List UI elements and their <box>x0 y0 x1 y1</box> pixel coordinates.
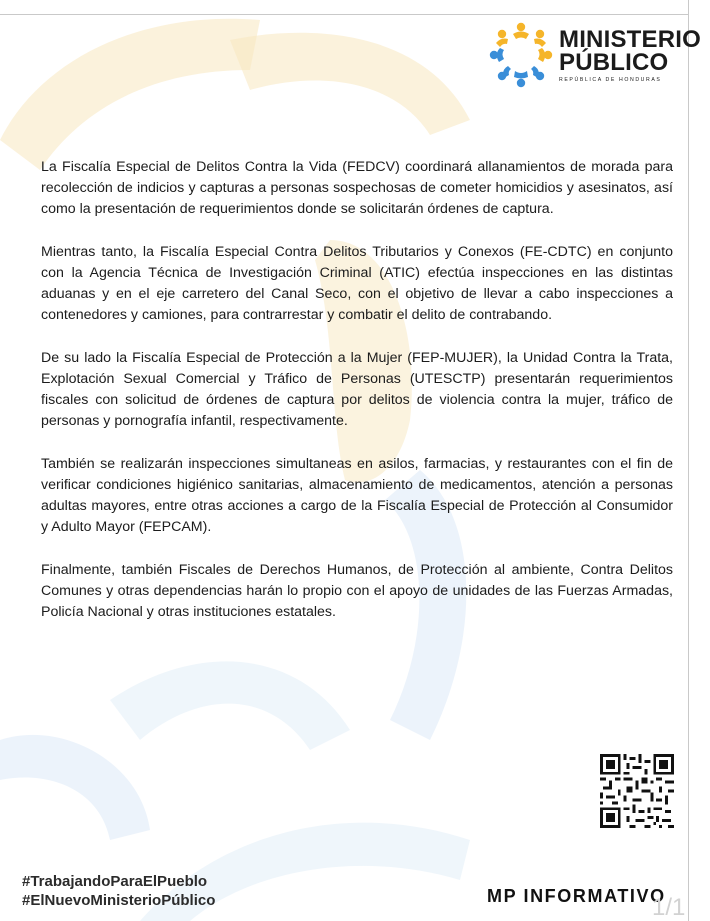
paragraph-fe-cdtc: Mientras tanto, la Fiscalía Especial Contra Delitos Tributarios y Conexos (FE-CDTC) en conjunto con la Agencia Técnica de Investigación Criminal (ATIC) efectúa inspecciones en las distintas aduanas y en el eje carretero del Canal Seco, con el objetivo de llevar a cabo inspecciones a contenedores y camiones, para contrarrestar y combatir el delito de contrabando. <box>41 244 673 323</box>
page-frame-top-line <box>0 14 688 15</box>
paragraph-fepcam: También se realizarán inspecciones simultaneas en asilos, farmacias, y restaurantes con el fin de verificar condiciones higiénico sanitarias, almacenamiento de medicamentos, atención a personas adultas mayores, entre otras acciones a cargo de la Fiscalía Especial de Protección al Consumidor y Adulto Mayor (FEPCAM). <box>41 456 673 535</box>
ministerio-publico-logo <box>488 18 702 88</box>
hashtag-trabajando[interactable]: #TrabajandoParaElPueblo <box>22 873 208 890</box>
people-circle-logo-icon <box>488 22 554 88</box>
paragraph-derechos-humanos: Finalmente, también Fiscales de Derechos Humanos, de Protección al ambiente, Contra Delitos Comunes y otras dependencias harán lo propio con el apoyo de unidades de las Fuerzas Armadas, Policía Nacional y otras instituciones estatales. <box>41 562 673 620</box>
watermark-arc-yellow-left <box>0 19 260 170</box>
press-release-body <box>41 157 673 645</box>
logo-title-line2: PÚBLICO <box>559 49 669 76</box>
hashtag-nuevo-ministerio[interactable]: #ElNuevoMinisterioPúblico <box>22 892 216 909</box>
footer-hashtags <box>22 872 215 910</box>
watermark-arc-blue-mid <box>110 661 350 750</box>
page-number: 1/1 <box>652 894 686 921</box>
watermark-arc-blue-left <box>0 735 150 840</box>
paragraph-fep-mujer: De su lado la Fiscalía Especial de Protección a la Mujer (FEP-MUJER), la Unidad Contra la Trata, Explotación Sexual Comercial y Tráfico de Personas (UTESCTP) presentarán requerimientos fiscales con solicitud de órdenes de captura por delitos de violencia contra la mujer, tráfico de personas y pornografía infantil, respectivamente. <box>41 350 673 429</box>
watermark-arc-yellow-mid <box>230 33 470 135</box>
logo-title-line1: MINISTERIO <box>559 26 702 53</box>
paragraph-fedcv: La Fiscalía Especial de Delitos Contra la Vida (FEDCV) coordinará allanamientos de morada para recolección de indicios y capturas a personas sospechosas de cometer homicidios y asesinatos, así como la presentación de requerimientos donde se solicitarán órdenes de captura. <box>41 159 673 217</box>
qr-code-icon[interactable] <box>600 754 674 828</box>
logo-subtitle: REPÚBLICA DE HONDURAS <box>559 77 662 83</box>
page-frame-right-line <box>688 0 689 921</box>
mp-informativo-brand: MP INFORMATIVO <box>487 886 666 906</box>
